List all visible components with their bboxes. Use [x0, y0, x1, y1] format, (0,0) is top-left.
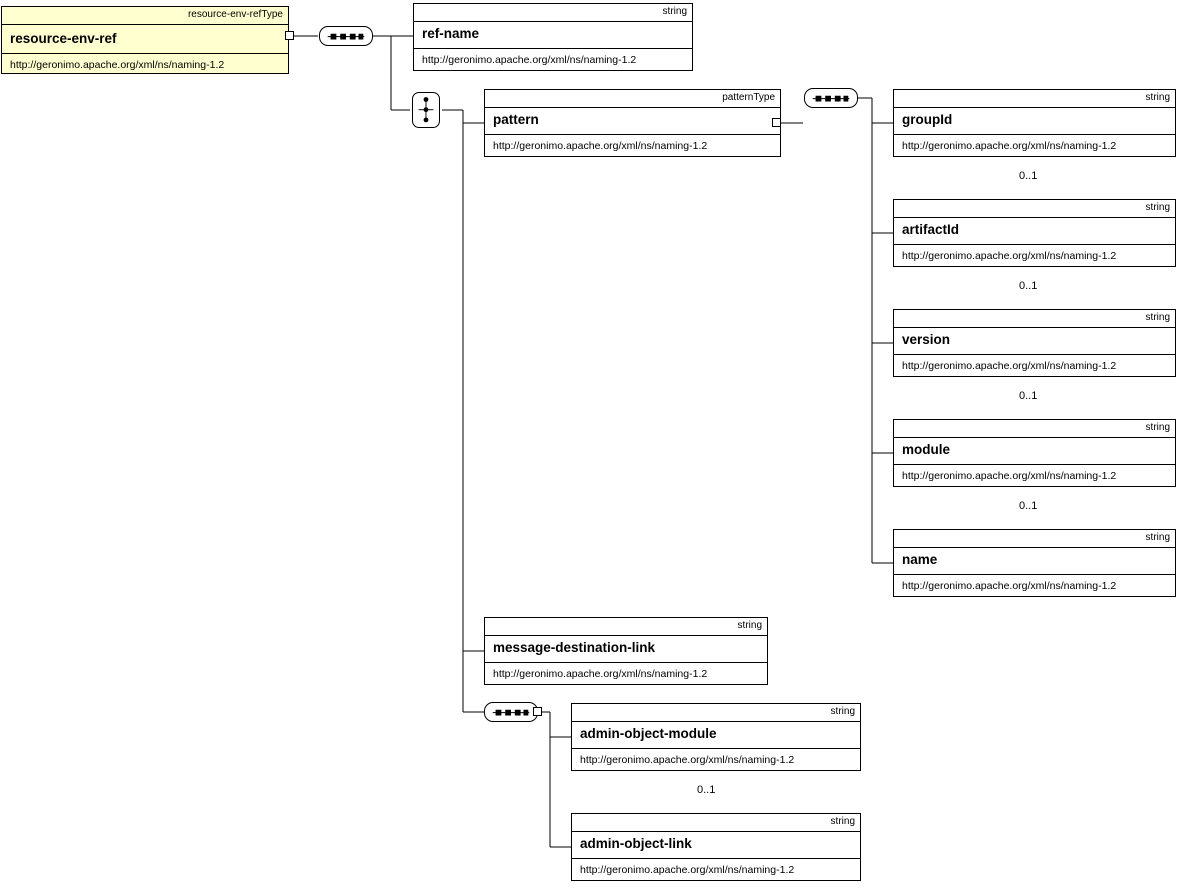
node-divider — [485, 662, 767, 663]
node-type-label: string — [1145, 92, 1170, 103]
expand-box-pattern[interactable] — [772, 118, 781, 127]
node-namespace: http://geronimo.apache.org/xml/ns/naming-1.2 — [902, 470, 1117, 482]
node-version[interactable] — [893, 309, 1176, 377]
node-name: version — [902, 332, 951, 347]
node-type-label: string — [1145, 422, 1170, 433]
node-admin-object-link[interactable] — [571, 813, 861, 881]
node-divider — [2, 24, 288, 25]
node-divider — [894, 217, 1175, 218]
node-type-label: string — [1145, 312, 1170, 323]
occurrence-version: 0..1 — [1019, 390, 1038, 402]
node-name: pattern — [493, 112, 539, 127]
node-type-label: string — [737, 620, 762, 631]
node-divider — [894, 437, 1175, 438]
node-divider — [894, 547, 1175, 548]
node-namespace: http://geronimo.apache.org/xml/ns/naming-1.2 — [10, 59, 225, 71]
node-type-label: string — [1145, 532, 1170, 543]
node-divider — [572, 721, 860, 722]
sequence-glyph — [805, 89, 857, 108]
compositor-choice[interactable] — [412, 92, 440, 128]
node-divider — [2, 53, 288, 54]
occurrence-admin-object-module: 0..1 — [697, 784, 716, 796]
node-pattern[interactable] — [484, 89, 781, 157]
node-divider — [414, 48, 692, 49]
node-admin-object-module[interactable] — [571, 703, 861, 771]
node-divider — [894, 134, 1175, 135]
node-divider — [894, 464, 1175, 465]
node-namespace: http://geronimo.apache.org/xml/ns/naming-1.2 — [493, 140, 708, 152]
node-divider — [894, 244, 1175, 245]
node-name: resource-env-ref — [10, 31, 117, 46]
node-name: message-destination-link — [493, 640, 656, 655]
node-divider — [485, 134, 780, 135]
node-resource-env-ref[interactable] — [1, 6, 289, 74]
node-divider — [485, 107, 780, 108]
node-namespace: http://geronimo.apache.org/xml/ns/naming-1.2 — [902, 360, 1117, 372]
node-type-label: patternType — [722, 92, 775, 103]
compositor-sequence-root[interactable] — [319, 26, 373, 46]
expand-box-admin-object-sequence[interactable] — [533, 707, 542, 716]
node-namespace: http://geronimo.apache.org/xml/ns/naming-1.2 — [902, 250, 1117, 262]
sequence-glyph — [485, 703, 537, 722]
node-name: module — [902, 442, 951, 457]
occurrence-module: 0..1 — [1019, 500, 1038, 512]
node-groupId[interactable] — [893, 89, 1176, 157]
node-namespace: http://geronimo.apache.org/xml/ns/naming-1.2 — [493, 668, 708, 680]
node-namespace: http://geronimo.apache.org/xml/ns/naming-1.2 — [580, 864, 795, 876]
node-type-label: resource-env-refType — [187, 9, 283, 20]
node-type-label: string — [662, 6, 687, 17]
expand-box-resource-env-ref[interactable] — [285, 31, 294, 40]
node-name: admin-object-module — [580, 726, 717, 741]
sequence-glyph — [320, 27, 372, 46]
occurrence-artifactId: 0..1 — [1019, 280, 1038, 292]
node-divider — [894, 107, 1175, 108]
node-name: artifactId — [902, 222, 960, 237]
node-namespace: http://geronimo.apache.org/xml/ns/naming-1.2 — [902, 580, 1117, 592]
node-divider — [894, 574, 1175, 575]
node-message-destination-link[interactable] — [484, 617, 768, 685]
compositor-sequence-admin-object[interactable] — [484, 702, 538, 722]
node-ref-name[interactable] — [413, 3, 693, 71]
node-name: ref-name — [422, 26, 480, 41]
node-divider — [485, 635, 767, 636]
node-divider — [572, 858, 860, 859]
compositor-sequence-pattern[interactable] — [804, 88, 858, 108]
node-namespace: http://geronimo.apache.org/xml/ns/naming-1.2 — [580, 754, 795, 766]
node-divider — [414, 21, 692, 22]
choice-glyph — [413, 93, 439, 126]
node-divider — [572, 748, 860, 749]
node-type-label: string — [830, 816, 855, 827]
node-name: name — [902, 552, 938, 567]
node-name: groupId — [902, 112, 953, 127]
node-type-label: string — [1145, 202, 1170, 213]
node-name-element[interactable] — [893, 529, 1176, 597]
occurrence-groupId: 0..1 — [1019, 170, 1038, 182]
node-divider — [894, 327, 1175, 328]
node-module[interactable] — [893, 419, 1176, 487]
node-name: admin-object-link — [580, 836, 692, 851]
node-divider — [572, 831, 860, 832]
node-divider — [894, 354, 1175, 355]
node-namespace: http://geronimo.apache.org/xml/ns/naming-1.2 — [422, 54, 637, 66]
node-artifactId[interactable] — [893, 199, 1176, 267]
node-namespace: http://geronimo.apache.org/xml/ns/naming-1.2 — [902, 140, 1117, 152]
node-type-label: string — [830, 706, 855, 717]
